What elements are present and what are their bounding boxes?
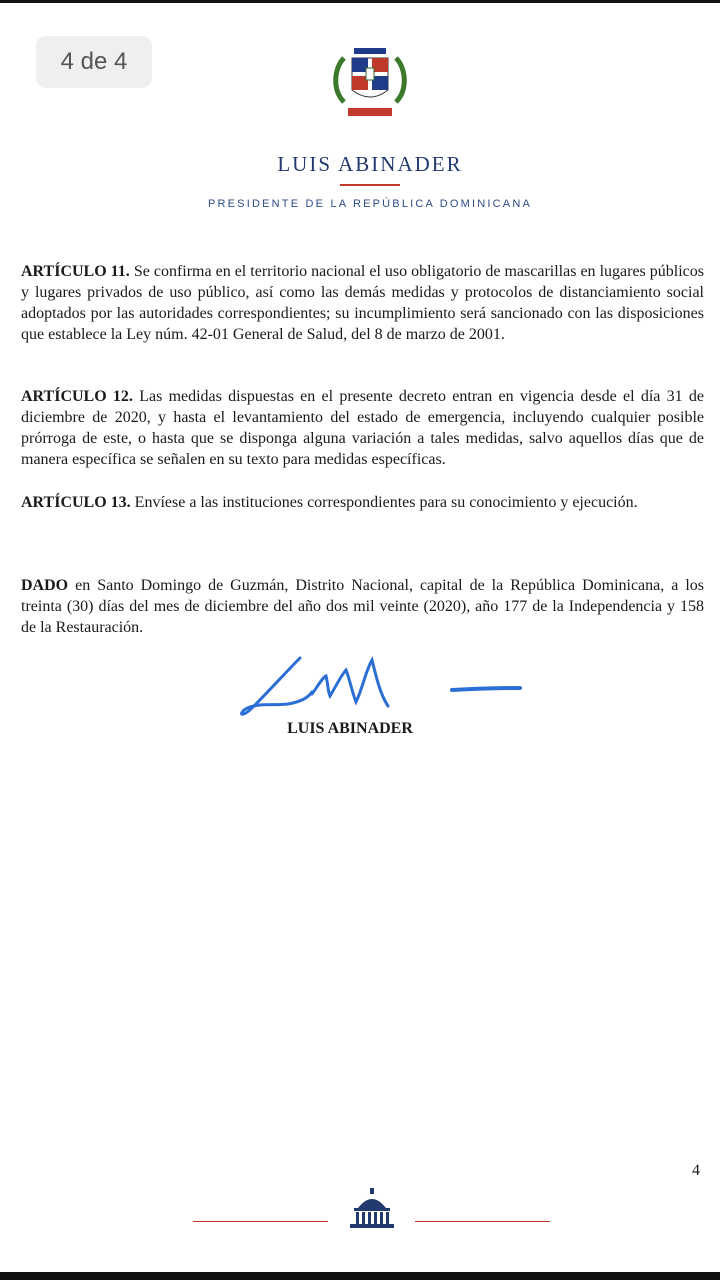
footer-rule-left bbox=[193, 1221, 328, 1222]
article-text: Envíese a las instituciones correspondientes para su conocimiento y ejecución. bbox=[134, 494, 638, 511]
signer-name: LUIS ABINADER bbox=[287, 720, 413, 737]
article-11 bbox=[21, 261, 704, 345]
dado-paragraph bbox=[21, 575, 704, 638]
palace-dome-icon bbox=[346, 1186, 398, 1232]
article-label: ARTÍCULO 13. bbox=[21, 494, 131, 511]
dado-label: DADO bbox=[21, 577, 69, 594]
page-number: 4 bbox=[692, 1162, 700, 1179]
article-label: ARTÍCULO 12. bbox=[21, 388, 133, 405]
bottom-edge bbox=[0, 1272, 720, 1280]
coat-of-arms-icon bbox=[330, 40, 410, 128]
footer-rule-right bbox=[415, 1221, 550, 1222]
article-label: ARTÍCULO 11. bbox=[21, 263, 130, 280]
header-divider bbox=[340, 184, 400, 186]
article-text: Se confirma en el territorio nacional el uso obligatorio de mascarillas en lugares públicos y lugares privados de uso público, así como las demás medidas y protocolos de distanciamiento social adoptados por las autoridades correspondientes; su incumplimiento será sancionado con las disposiciones que establece la Ley núm. 42-01 General de Salud, del 8 de marzo de 2001. bbox=[21, 263, 705, 343]
president-name: LUIS ABINADER bbox=[277, 152, 463, 176]
handwritten-signature bbox=[230, 650, 530, 725]
article-12 bbox=[21, 386, 704, 470]
page-indicator[interactable]: 4 de 4 bbox=[36, 36, 152, 88]
dado-text: en Santo Domingo de Guzmán, Distrito Nacional, capital de la República Dominicana, a los treinta (30) días del mes de diciembre del año dos mil veinte (2020), año 177 de la Independencia y 158 de la Restauración. bbox=[21, 577, 705, 636]
article-13 bbox=[21, 492, 704, 513]
president-title: PRESIDENTE DE LA REPÚBLICA DOMINICANA bbox=[207, 198, 533, 210]
article-text: Las medidas dispuestas en el presente decreto entran en vigencia desde el día 31 de diciembre de 2020, y hasta el levantamiento del estado de emergencia, incluyendo cualquier posible prórroga de este, o hasta que se disponga alguna variación a tales medidas, salvo aquellos días que de manera específica se señalen en su texto para medidas específicas. bbox=[21, 388, 705, 468]
top-edge bbox=[0, 0, 720, 3]
